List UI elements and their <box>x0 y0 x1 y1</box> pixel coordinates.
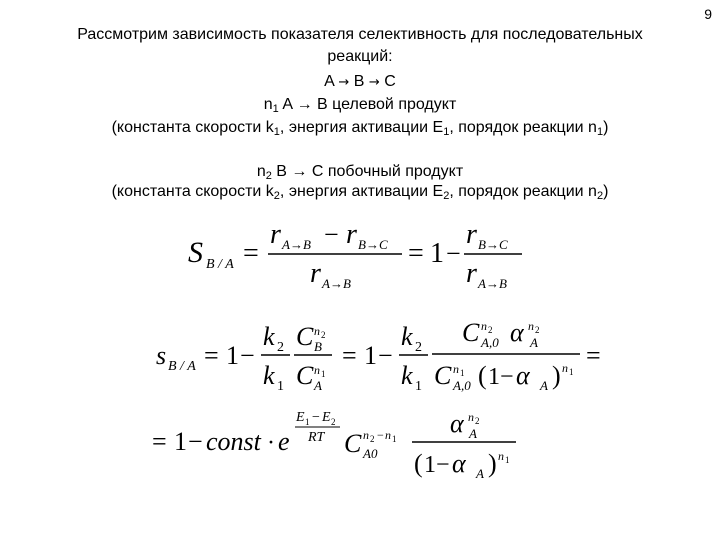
eq2-big-num-C-sub: A,0 <box>481 335 499 350</box>
page-number: 9 <box>704 6 712 22</box>
eq2-big-num-C: C <box>462 318 480 347</box>
eq3-exp-E1-sub: 1 <box>305 417 310 427</box>
eq3-num-alpha-sub: A <box>469 426 477 441</box>
target-reaction-text: A → B целевой продукт <box>278 96 457 113</box>
eq2-big-den-C: C <box>434 361 452 390</box>
target-k-sub: 1 <box>273 126 280 138</box>
eq1-minus: − <box>446 239 461 268</box>
eq3-exp-E2-sub: 2 <box>331 417 336 427</box>
eq1-num-r2: r <box>346 219 357 250</box>
eq1-num-sub1: A→B <box>282 237 311 252</box>
eq3-num-alpha-exp-sub: 2 <box>475 416 480 426</box>
side-n-sub: 2 <box>265 170 272 182</box>
eq1-frac2-num-r: r <box>466 219 477 250</box>
eq1-lhs: S <box>188 236 203 269</box>
eq3-C-exp-n2: n <box>363 428 369 442</box>
intro-line-2: реакций: <box>327 48 393 65</box>
eq3-minus: − <box>188 427 203 456</box>
eq3-den-exp-sub: 1 <box>505 455 510 465</box>
equation-2 <box>156 318 601 394</box>
eq2-big-num-alpha-exp-sub: 2 <box>535 325 540 335</box>
eq2-lhs-sub: B / A <box>168 359 196 374</box>
eq2-big-den-rpar: ) <box>552 361 561 390</box>
eq3-equals: = <box>152 427 167 456</box>
scheme-arrow-1: → <box>338 75 350 90</box>
scheme-c: C <box>384 73 396 90</box>
target-const-label: (константа скорости k <box>111 119 274 136</box>
eq2-C-num-exp-sub: 2 <box>321 330 326 340</box>
target-n: n <box>263 96 273 113</box>
eq2-C-den-exp: n <box>314 363 320 377</box>
eq2-big-den-one: 1 <box>488 364 500 390</box>
target-e-sub: 1 <box>443 126 450 138</box>
eq1-num-r1: r <box>270 219 281 250</box>
eq2-C-num-sub: B <box>314 339 322 354</box>
eq1-den-r: r <box>310 258 321 289</box>
eq2-C-den-sub: A <box>314 378 322 393</box>
eq1-num-minus: − <box>324 220 339 249</box>
eq1-equals-2: = <box>408 238 424 269</box>
eq2-big-den-exp-sub: 1 <box>569 367 574 377</box>
eq3-dot: · <box>267 430 275 456</box>
eq2-big-num-alpha: α <box>510 318 524 347</box>
side-order-sub: 2 <box>596 190 604 202</box>
eq2-k2-num: k <box>401 322 413 351</box>
eq2-big-den-C-exp: n <box>453 362 459 376</box>
eq3-C-exp-n2-sub: 2 <box>370 434 375 444</box>
eq1-one: 1 <box>430 238 444 269</box>
eq2-k-den: k <box>263 361 275 390</box>
eq2-one-2: 1 <box>364 341 377 370</box>
equation-3 <box>152 409 516 481</box>
eq3-const: const <box>206 427 261 456</box>
eq2-minus-2: − <box>378 341 393 370</box>
eq3-den-lpar: ( <box>414 449 423 478</box>
eq2-k-num: k <box>263 322 275 351</box>
side-const-label: (константа скорости k <box>111 183 274 200</box>
side-e-sub: 2 <box>443 190 450 202</box>
eq2-lhs: s <box>156 341 167 370</box>
eq2-big-den-alpha-sub: A <box>540 378 548 393</box>
eq2-big-den-exp: n <box>562 361 568 375</box>
eq2-equals-3: = <box>586 341 601 370</box>
eq1-equals-1: = <box>243 238 259 269</box>
eq3-den-minus: − <box>436 452 450 478</box>
eq3-C: C <box>344 429 362 458</box>
side-n: n <box>256 163 266 180</box>
eq2-k2-den-sub: 1 <box>415 379 422 394</box>
eq3-den-alpha-sub: A <box>476 466 484 481</box>
target-energy-label: , энергия активации E <box>279 119 444 136</box>
eq2-big-den-C-sub: A,0 <box>453 378 471 393</box>
eq2-C-den-exp-sub: 1 <box>321 369 326 379</box>
eq2-k2-den: k <box>401 361 413 390</box>
eq3-e: e <box>278 427 290 456</box>
eq1-frac2-den-r: r <box>466 258 477 289</box>
side-energy-label: , энергия активации E <box>279 183 444 200</box>
eq3-den-alpha: α <box>452 449 466 478</box>
eq1-frac2-den-sub: A→B <box>478 276 507 291</box>
eq3-exp-minus: − <box>312 410 320 425</box>
target-n-sub: 1 <box>272 103 279 115</box>
equation-1 <box>188 219 522 291</box>
eq2-big-num-alpha-exp: n <box>528 319 534 333</box>
eq1-num-sub2: B→C <box>358 237 388 252</box>
eq2-k2-num-sub: 2 <box>415 340 422 355</box>
eq1-lhs-sub: B / A <box>206 257 234 272</box>
eq3-num-alpha-exp: n <box>468 410 474 424</box>
eq2-C-num: C <box>296 322 314 351</box>
eq3-one: 1 <box>174 427 187 456</box>
eq3-den-one: 1 <box>424 452 436 478</box>
side-order-label: , порядок реакции n <box>449 183 597 200</box>
eq3-C-sub: A0 <box>363 446 378 461</box>
eq2-big-den-lpar: ( <box>478 361 487 390</box>
target-order-sub: 1 <box>596 126 604 138</box>
side-reaction-text: B → C побочный продукт <box>271 163 464 180</box>
eq2-C-num-exp: n <box>314 324 320 338</box>
eq3-C-exp-n1: n <box>385 428 391 442</box>
eq2-big-num-alpha-sub: A <box>530 335 538 350</box>
eq3-C-exp-minus: − <box>377 428 384 442</box>
eq1-den-sub: A→B <box>322 276 351 291</box>
eq2-equals-2: = <box>342 341 357 370</box>
eq3-C-exp-n1-sub: 1 <box>392 434 397 444</box>
eq2-equals-1: = <box>204 341 219 370</box>
eq3-exp-RT: RT <box>308 430 325 445</box>
eq3-num-alpha: α <box>450 409 464 438</box>
target-close: ) <box>603 119 609 136</box>
scheme-arrow-2: → <box>368 75 380 90</box>
eq2-one-1: 1 <box>226 341 239 370</box>
target-order-label: , порядок реакции n <box>449 119 597 136</box>
eq2-k-den-sub: 1 <box>277 379 284 394</box>
eq2-big-den-C-exp-sub: 1 <box>460 368 465 378</box>
eq2-big-den-alpha: α <box>516 361 530 390</box>
eq3-den-exp: n <box>498 449 504 463</box>
eq2-big-num-C-exp-sub: 2 <box>488 325 493 335</box>
intro-line-1: Рассмотрим зависимость показателя селективность для последовательных <box>77 26 643 43</box>
side-close: ) <box>603 183 609 200</box>
eq3-exp-E2: E <box>322 410 331 425</box>
eq1-frac2-num-sub: B→C <box>478 237 508 252</box>
eq2-big-den-minus: − <box>500 364 514 390</box>
eq2-C-den: C <box>296 361 314 390</box>
eq2-minus-1: − <box>240 341 255 370</box>
eq3-den-rpar: ) <box>488 449 497 478</box>
scheme-a: A <box>324 73 334 90</box>
eq2-big-num-C-exp: n <box>481 319 487 333</box>
eq3-exp-E1: E <box>296 410 305 425</box>
scheme-b: B <box>353 73 365 90</box>
side-k-sub: 2 <box>273 190 280 202</box>
eq2-k-num-sub: 2 <box>277 340 284 355</box>
